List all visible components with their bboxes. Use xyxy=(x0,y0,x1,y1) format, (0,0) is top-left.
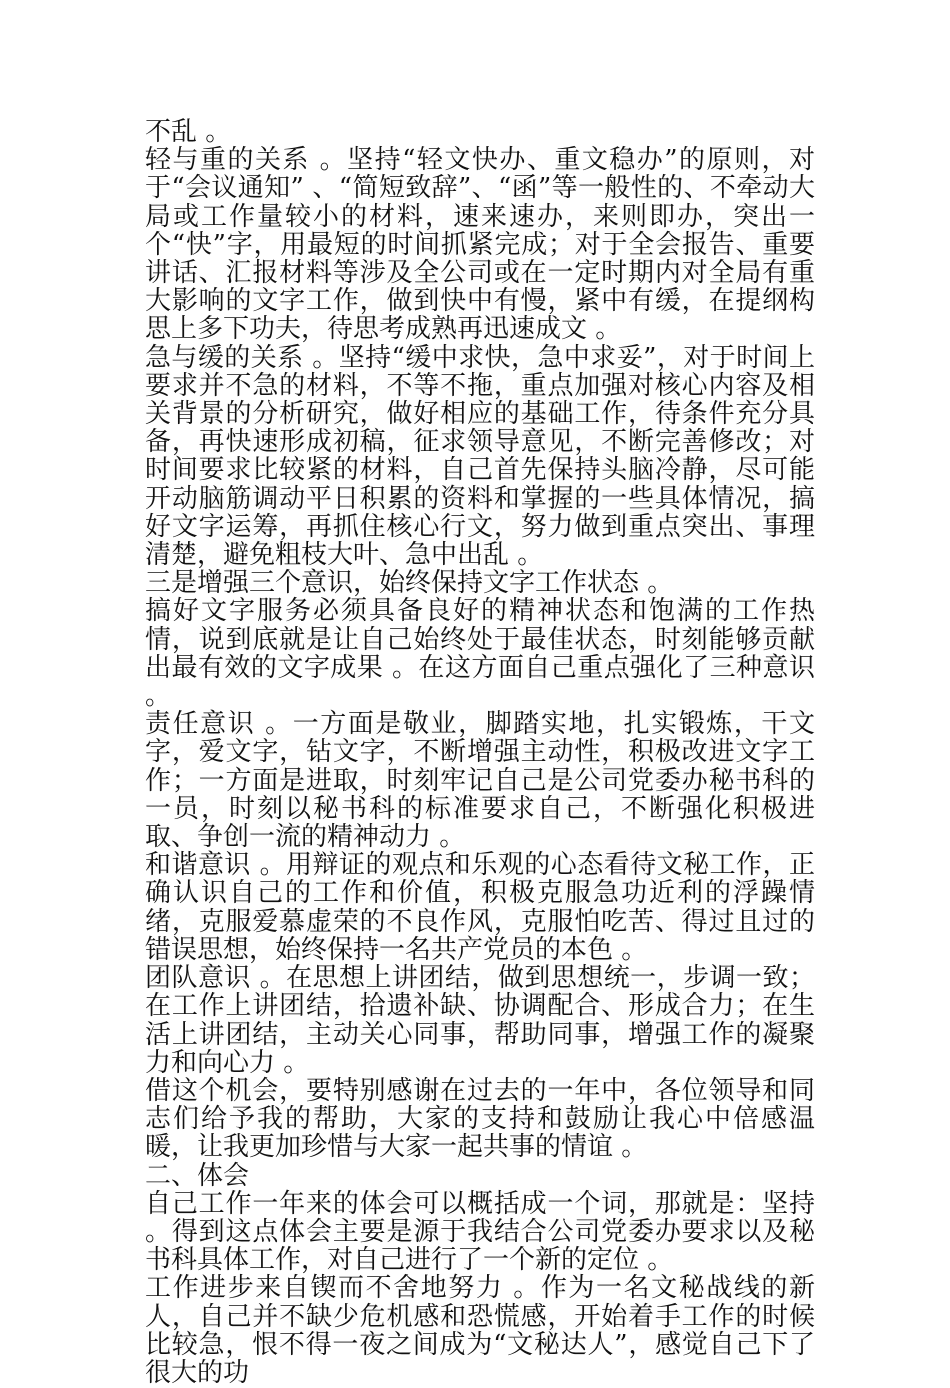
paragraph-progress: 工作进步来自锲而不舍地努力 。作为一名文秘战线的新人，自己并不缺少危机感和恐慌感，开始着手工作的时候比较急，恨不得一夜之间成为“文秘达人”，感觉自己下了很大的功 xyxy=(145,1273,815,1388)
paragraph-urgent-slow: 急与缓的关系 。坚持“缓中求快，急中求妥”，对于时间上要求并不急的材料，不等不拖，重点加强对核心内容及相关背景的分析研究，做好相应的基础工作，待条件充分具备，再快速形成初稿，征求领导意见，不断完善修改；对时间要求比较紧的材料，自己首先保持头脑冷静，尽可能开动脑筋调动平日积累的资料和掌握的一些具体情况，搞好文字运筹，再抓住核心行文，努力做到重点突出、事理清楚，避免粗枝大叶、急中出乱 。 xyxy=(145,342,815,571)
paragraph-persistence: 自己工作一年来的体会可以概括成一个词，那就是：坚持 。得到这点体会主要是源于我结合公司党委办要求以及秘书科具体工作，对自己进行了一个新的定位 。 xyxy=(145,1188,815,1276)
paragraph-responsibility: 责任意识 。一方面是敬业，脚踏实地，扎实锻炼，干文字，爱文字，钻文字，不断增强主动性，积极改进文字工作；一方面是进取，时刻牢记自己是公司党委办秘书科的一员，时刻以秘书科的标准要求自己，不断强化积极进取、争创一流的精神动力 。 xyxy=(145,709,815,853)
paragraph-light-heavy: 轻与重的关系 。坚持“轻文快办、重文稳办”的原则，对于“会议通知” 、“简短致辞”、“函”等一般性的、不牵动大局或工作量较小的材料，速来速办，来则即办，突出一个“快”字，用最短的时间抓紧完成；对于全会报告、重要讲话、汇报材料等涉及全公司或在一定时期内对全局有重大影响的文字工作，做到快中有慢，紧中有缓，在提纲构思上多下功夫，待思考成熟再迅速成文 。 xyxy=(145,145,815,345)
paragraph-thanks: 借这个机会，要特别感谢在过去的一年中，各位领导和同志们给予我的帮助，大家的支持和鼓励让我心中倍感温暖，让我更加珍惜与大家一起共事的情谊 。 xyxy=(145,1075,815,1163)
paragraph-continuation: 不乱 。 xyxy=(145,117,232,147)
paragraph-state: 搞好文字服务必须具备良好的精神状态和饱满的工作热情，说到底就是让自己始终处于最佳状态，时刻能够贡献出最有效的文字成果 。在这方面自己重点强化了三种意识 。 xyxy=(145,596,815,712)
section-heading-three-awareness: 三是增强三个意识，始终保持文字工作状态 。 xyxy=(145,568,674,599)
document-body xyxy=(145,118,815,1387)
paragraph-teamwork: 团队意识 。在思想上讲团结，做到思想统一，步调一致；在工作上讲团结，拾遗补缺、协调配合、形成合力；在生活上讲团结，主动关心同事，帮助同事，增强工作的凝聚力和向心力 。 xyxy=(145,963,815,1078)
section-heading-experience: 二、体会 xyxy=(145,1160,250,1191)
paragraph-harmony: 和谐意识 。用辩证的观点和乐观的心态看待文秘工作，正确认识自己的工作和价值，积极克服急功近利的浮躁情绪，克服爱慕虚荣的不良作风，克服怕吃苦、得过且过的错误思想，始终保持一名共产党员的本色 。 xyxy=(145,850,815,965)
